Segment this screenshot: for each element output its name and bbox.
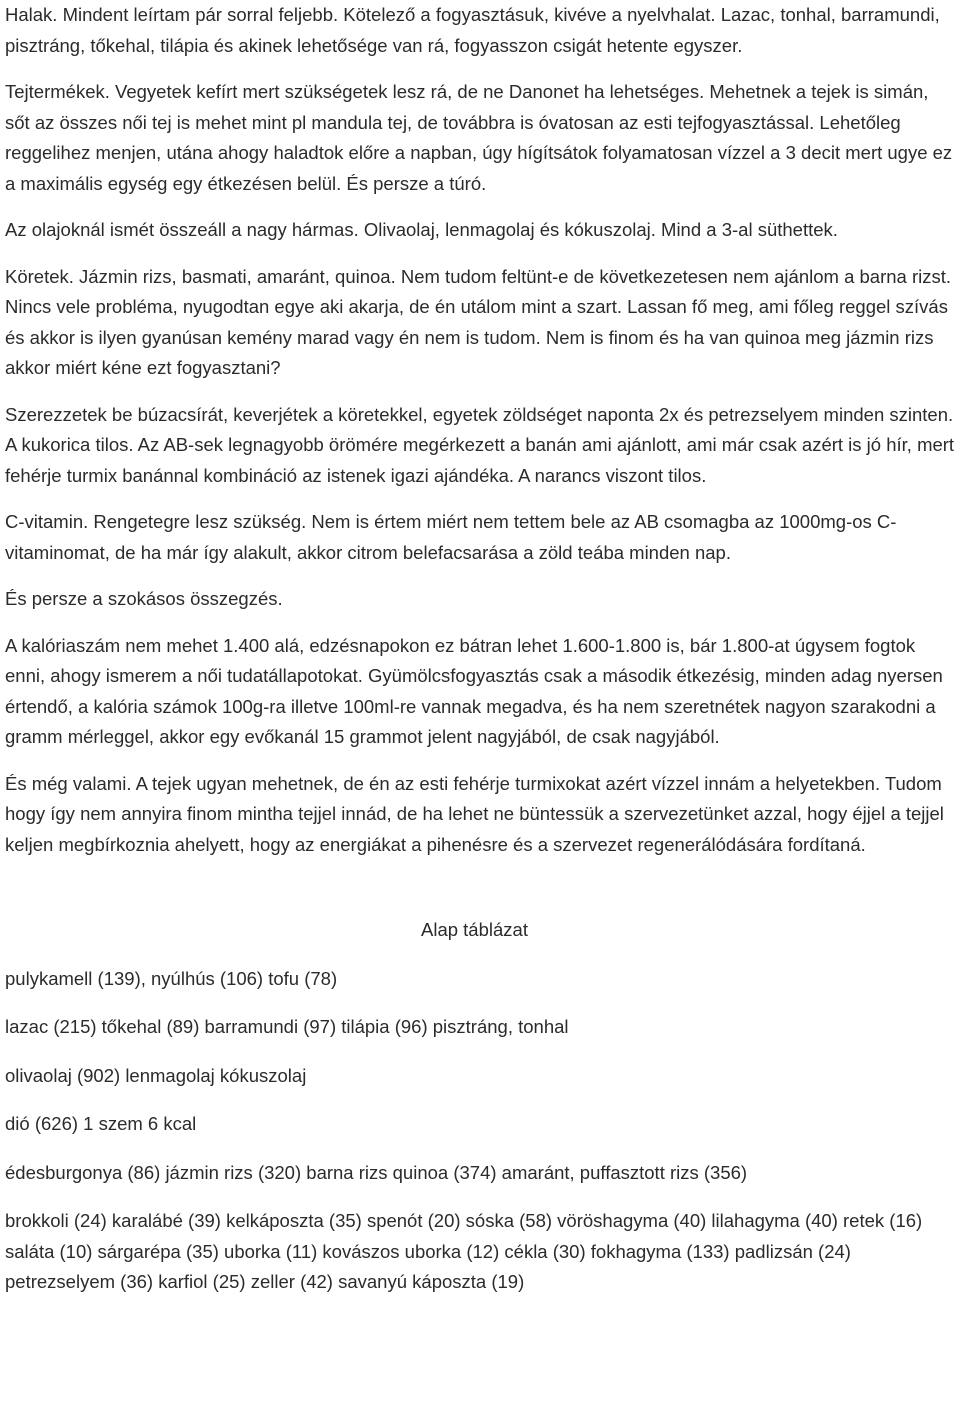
list-item: brokkoli (24) karalábé (39) kelkáposzta (35) spenót (20) sóska (58) vöröshagyma (40) lilahagyma (40) retek (16) saláta (10) sárgarépa (35) uborka (11) kovászos uborka (12) cékla (30) fokhagyma (133) padlizsán (24) petrezselyem (36) karfiol (25) zeller (42) savanyú káposzta (19) — [5, 1210, 923, 1292]
paragraph-sides: Köretek. Jázmin rizs, basmati, amaránt, quinoa. Nem tudom feltünt-e de következetesen nem ajánlom a barna rizst. Nincs vele probléma, nyugodtan egye aki akarja, de én utálom mint a szart. Lassan fő meg, ami főleg reggel szívás és akkor is ilyen gyanúsan kemény marad vagy én nem is tudom. Nem is finom és ha van quinoa meg jázmin rizs akkor miért kéne ezt fogyasztani? — [5, 265, 952, 378]
list-item: dió (626) 1 szem 6 kcal — [5, 1113, 197, 1134]
table-title-wrap — [5, 915, 955, 946]
paragraph-vitamin-c: C-vitamin. Rengetegre lesz szükség. Nem is értem miért nem tettem bele az AB csomagba az 1000mg-os C-vitaminomat, de ha már így alakult, akkor citrom belefacsarása a zöld teába minden nap. — [5, 511, 897, 563]
paragraph-oils: Az olajoknál ismét összeáll a nagy hármas. Olivaolaj, lenmagolaj és kókuszolaj. Mind a 3-al süthettek. — [5, 219, 838, 240]
list-item: lazac (215) tőkehal (89) barramundi (97) tilápia (96) pisztráng, tonhal — [5, 1016, 569, 1037]
food-list — [5, 964, 955, 1298]
paragraph-calories: A kalóriaszám nem mehet 1.400 alá, edzésnapokon ez bátran lehet 1.600-1.800 is, bár 1.800-at úgysem fogtok enni, ahogy ismerem a női tudatállapotokat. Gyümölcsfogyasztás csak a második étkezésig, minden adag nyersen értendő, a kalória számok 100g-ra illetve 100ml-re vannak megadva, és ha nem szeretnétek nagyon szarakodni a gramm mérleggel, akkor egy evőkanál 15 grammot jelent nagyjából, de csak nagyjából. — [5, 634, 943, 747]
paragraph-summary-intro: És persze a szokásos összegzés. — [5, 588, 283, 609]
list-item: pulykamell (139), nyúlhús (106) tofu (78) — [5, 967, 338, 989]
list-item: édesburgonya (86) jázmin rizs (320) barna rizs quinoa (374) amaránt, puffasztott rizs (356) — [5, 1161, 748, 1183]
paragraph-one-more-thing: És még valami. A tejek ugyan mehetnek, de én az esti fehérje turmixokat azért vízzel innám a helyetekben. Tudom hogy így nem annyira finom mintha tejjel innád, de ha lehet ne büntessük a szervezetünket azzal, hogy éjjel a tejjel keljen megbírkoznia ahelyett, hogy az energiákat a pihenésre és a szervezet regenerálódására fordítaná. — [5, 772, 944, 855]
paragraph-dairy: Tejtermékek. Vegyetek kefírt mert szükségetek lesz rá, de ne Danonet ha lehetséges. Mehetnek a tejek is simán, sőt az összes női tej is mehet mint pl mandula tej, de továbbra is óvatosan az esti tejfogyasztással. Lehetőleg reggelihez menjen, utána ahogy haladtok előre a napban, úgy hígítsátok folyamatosan vízzel a 3 decit mert ugye ez a maximális egység egy étkezésen belül. És persze a túró. — [5, 81, 953, 194]
list-item: olivaolaj (902) lenmagolaj kókuszolaj — [5, 1064, 307, 1086]
paragraph-fish: Halak. Mindent leírtam pár sorral feljebb. Kötelező a fogyasztásuk, kivéve a nyelvhalat. Lazac, tonhal, barramundi, pisztráng, tőkehal, tilápia és akinek lehetősége van rá, fogyasszon csigát hetente egyszer. — [5, 4, 940, 56]
paragraph-wheatgerm: Szerezzetek be búzacsírát, keverjétek a köretekkel, egyetek zöldséget naponta 2x és petrezselyem minden szinten. A kukorica tilos. Az AB-sek legnagyobb örömére megérkezett a banán ami ajánlott, ami már csak azért is jó hír, mert fehérje turmix banánnal kombináció az istenek igazi ajándéka. A narancs viszont tilos. — [5, 403, 955, 486]
table-title: Alap táblázat — [421, 919, 528, 940]
document-page — [5, 0, 955, 1298]
